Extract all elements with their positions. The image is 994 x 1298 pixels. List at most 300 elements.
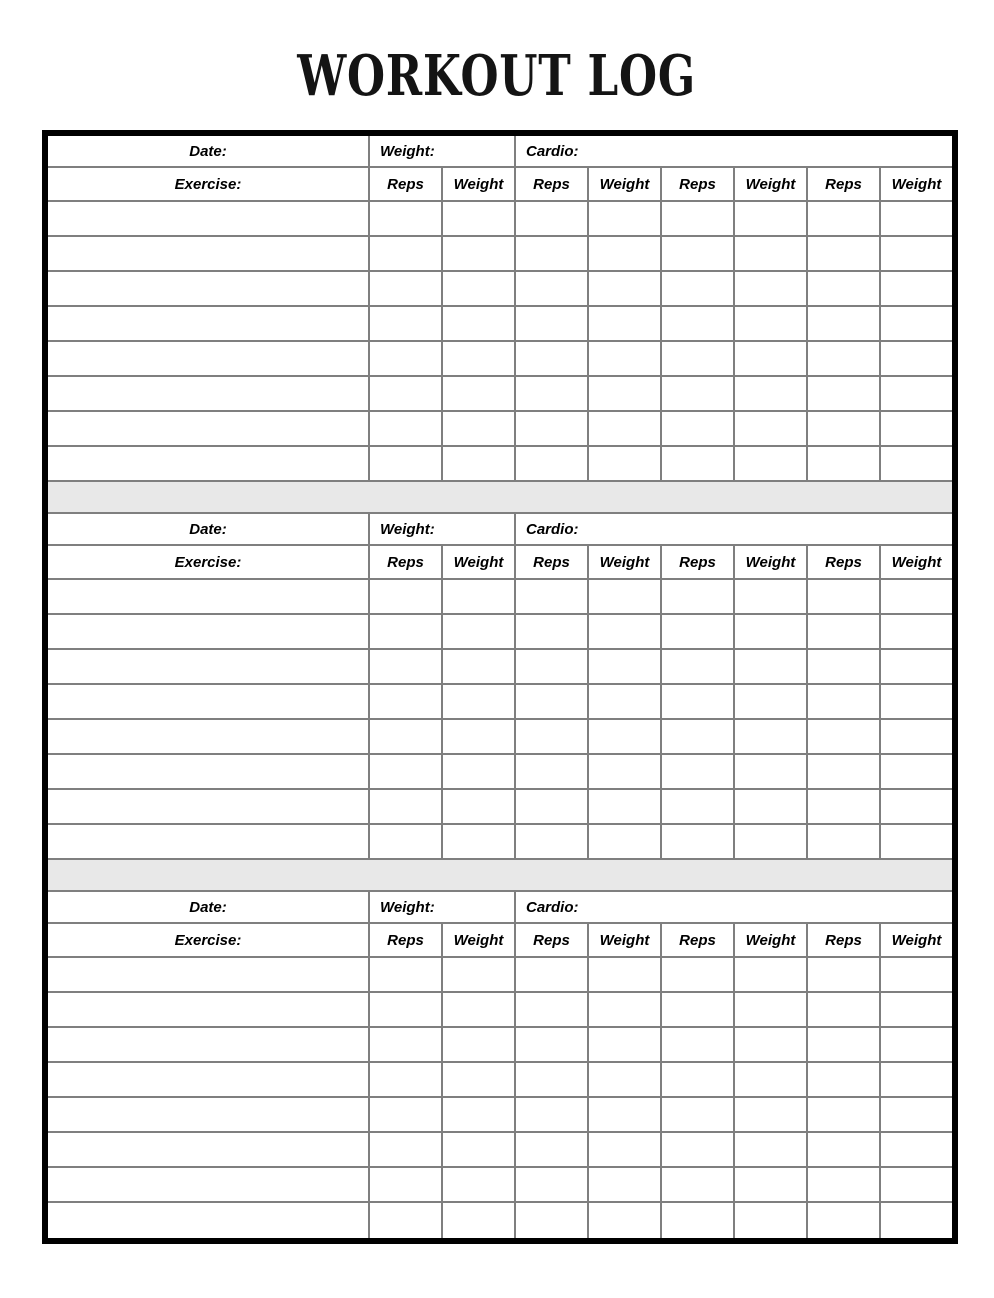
- weight-value-cell: [879, 958, 952, 991]
- exercise-name-cell: [48, 1133, 368, 1166]
- cardio-label: Cardio:: [526, 142, 579, 160]
- date-label: Date:: [189, 142, 227, 160]
- reps-value-cell: [806, 1063, 879, 1096]
- exercise-row: [48, 1063, 952, 1098]
- reps-value-cell: [660, 958, 733, 991]
- reps-value-cell: [368, 755, 441, 788]
- weight-header-label: Weight: [745, 931, 796, 949]
- weight-value-cell: [733, 825, 806, 858]
- weight-header-label: Weight: [891, 931, 942, 949]
- title-area: [0, 43, 994, 109]
- weight-value-cell: [733, 615, 806, 648]
- weight-value-cell: [587, 377, 660, 410]
- reps-value-cell: [660, 580, 733, 613]
- weight-header-cell: [441, 546, 514, 578]
- reps-value-cell: [806, 237, 879, 270]
- reps-value-cell: [660, 1168, 733, 1201]
- reps-value-cell: [514, 720, 587, 753]
- reps-value-cell: [514, 1133, 587, 1166]
- exercise-row: [48, 342, 952, 377]
- reps-value-cell: [514, 790, 587, 823]
- reps-value-cell: [660, 615, 733, 648]
- weight-value-cell: [733, 447, 806, 480]
- reps-value-cell: [660, 825, 733, 858]
- weight-value-cell: [441, 202, 514, 235]
- reps-value-cell: [660, 1203, 733, 1238]
- weight-value-cell: [441, 447, 514, 480]
- reps-value-cell: [514, 650, 587, 683]
- weight-header-cell: [733, 168, 806, 200]
- weight-header-cell: [879, 924, 952, 956]
- weight-value-cell: [879, 412, 952, 445]
- reps-value-cell: [514, 1098, 587, 1131]
- weight-value-cell: [733, 237, 806, 270]
- weight-header-label: Weight: [745, 175, 796, 193]
- exercise-header-label: Exercise:: [174, 175, 242, 193]
- exercise-row: [48, 447, 952, 482]
- reps-value-cell: [806, 685, 879, 718]
- reps-value-cell: [514, 307, 587, 340]
- date-cell: [48, 514, 368, 544]
- reps-header-label: Reps: [825, 553, 862, 571]
- reps-value-cell: [368, 615, 441, 648]
- reps-value-cell: [514, 958, 587, 991]
- reps-value-cell: [660, 1098, 733, 1131]
- weight-value-cell: [733, 1028, 806, 1061]
- reps-value-cell: [368, 1063, 441, 1096]
- exercise-name-cell: [48, 1203, 368, 1238]
- reps-value-cell: [806, 307, 879, 340]
- weight-header-label: Weight: [891, 553, 942, 571]
- reps-value-cell: [514, 412, 587, 445]
- weight-value-cell: [733, 1133, 806, 1166]
- weight-value-cell: [733, 958, 806, 991]
- weight-value-cell: [441, 342, 514, 375]
- exercise-row: [48, 272, 952, 307]
- reps-value-cell: [660, 412, 733, 445]
- weight-value-cell: [441, 580, 514, 613]
- weight-value-cell: [733, 685, 806, 718]
- weight-value-cell: [587, 1098, 660, 1131]
- reps-value-cell: [806, 580, 879, 613]
- exercise-header-label: Exercise:: [174, 931, 242, 949]
- exercise-name-cell: [48, 202, 368, 235]
- reps-value-cell: [806, 650, 879, 683]
- date-cell: [48, 892, 368, 922]
- reps-value-cell: [660, 307, 733, 340]
- weight-value-cell: [733, 1168, 806, 1201]
- weight-value-cell: [587, 958, 660, 991]
- workout-log-table: [42, 130, 958, 1244]
- weight-value-cell: [441, 237, 514, 270]
- weight-value-cell: [441, 1203, 514, 1238]
- weight-value-cell: [587, 412, 660, 445]
- bodyweight-label: Weight:: [380, 520, 435, 538]
- exercise-row: [48, 993, 952, 1028]
- reps-value-cell: [514, 202, 587, 235]
- weight-value-cell: [879, 1133, 952, 1166]
- weight-value-cell: [441, 1168, 514, 1201]
- workout-section-1: [48, 136, 952, 482]
- exercise-name-cell: [48, 993, 368, 1026]
- reps-value-cell: [368, 958, 441, 991]
- reps-value-cell: [514, 755, 587, 788]
- weight-value-cell: [441, 1133, 514, 1166]
- exercise-name-cell: [48, 1098, 368, 1131]
- exercise-name-cell: [48, 342, 368, 375]
- weight-value-cell: [587, 1063, 660, 1096]
- reps-value-cell: [368, 1168, 441, 1201]
- weight-value-cell: [879, 377, 952, 410]
- reps-value-cell: [514, 1203, 587, 1238]
- reps-header-label: Reps: [679, 553, 716, 571]
- reps-value-cell: [806, 755, 879, 788]
- weight-header-cell: [587, 168, 660, 200]
- section-divider: [48, 860, 952, 892]
- reps-header-cell: [368, 168, 441, 200]
- reps-value-cell: [660, 650, 733, 683]
- weight-value-cell: [587, 342, 660, 375]
- weight-value-cell: [879, 615, 952, 648]
- exercise-name-cell: [48, 958, 368, 991]
- weight-header-cell: [587, 546, 660, 578]
- weight-value-cell: [587, 307, 660, 340]
- weight-value-cell: [879, 447, 952, 480]
- weight-value-cell: [879, 580, 952, 613]
- reps-header-label: Reps: [387, 553, 424, 571]
- reps-value-cell: [368, 1098, 441, 1131]
- weight-value-cell: [441, 272, 514, 305]
- reps-value-cell: [514, 685, 587, 718]
- exercise-name-cell: [48, 237, 368, 270]
- reps-value-cell: [368, 993, 441, 1026]
- reps-header-cell: [514, 546, 587, 578]
- reps-header-label: Reps: [825, 175, 862, 193]
- bodyweight-cell: [368, 136, 514, 166]
- reps-header-cell: [806, 546, 879, 578]
- exercise-header-cell: [48, 924, 368, 956]
- weight-value-cell: [733, 755, 806, 788]
- reps-value-cell: [660, 237, 733, 270]
- weight-value-cell: [879, 720, 952, 753]
- reps-value-cell: [660, 720, 733, 753]
- bodyweight-cell: [368, 514, 514, 544]
- reps-value-cell: [660, 1028, 733, 1061]
- exercise-name-cell: [48, 307, 368, 340]
- weight-header-label: Weight: [453, 931, 504, 949]
- exercise-name-cell: [48, 1168, 368, 1201]
- weight-value-cell: [733, 307, 806, 340]
- reps-header-label: Reps: [533, 175, 570, 193]
- reps-header-cell: [514, 168, 587, 200]
- exercise-name-cell: [48, 1028, 368, 1061]
- cardio-cell: [514, 136, 952, 166]
- exercise-row: [48, 412, 952, 447]
- exercise-name-cell: [48, 825, 368, 858]
- section-header-row: [48, 136, 952, 168]
- weight-value-cell: [587, 650, 660, 683]
- exercise-name-cell: [48, 615, 368, 648]
- reps-value-cell: [806, 377, 879, 410]
- weight-value-cell: [441, 790, 514, 823]
- reps-header-cell: [806, 168, 879, 200]
- weight-value-cell: [587, 1168, 660, 1201]
- weight-header-cell: [441, 168, 514, 200]
- exercise-row: [48, 958, 952, 993]
- column-header-row: [48, 546, 952, 580]
- reps-value-cell: [806, 790, 879, 823]
- reps-value-cell: [514, 1168, 587, 1201]
- reps-header-cell: [660, 168, 733, 200]
- reps-value-cell: [368, 1133, 441, 1166]
- reps-value-cell: [368, 307, 441, 340]
- weight-value-cell: [441, 993, 514, 1026]
- exercise-row: [48, 237, 952, 272]
- weight-value-cell: [733, 202, 806, 235]
- reps-value-cell: [806, 272, 879, 305]
- reps-value-cell: [514, 377, 587, 410]
- weight-value-cell: [587, 1133, 660, 1166]
- weight-value-cell: [587, 1028, 660, 1061]
- reps-value-cell: [368, 1028, 441, 1061]
- weight-value-cell: [733, 377, 806, 410]
- reps-value-cell: [660, 755, 733, 788]
- reps-value-cell: [514, 237, 587, 270]
- reps-value-cell: [368, 790, 441, 823]
- bodyweight-label: Weight:: [380, 142, 435, 160]
- reps-header-label: Reps: [533, 931, 570, 949]
- weight-header-label: Weight: [599, 553, 650, 571]
- reps-value-cell: [368, 1203, 441, 1238]
- weight-value-cell: [441, 1063, 514, 1096]
- reps-header-label: Reps: [533, 553, 570, 571]
- reps-header-label: Reps: [825, 931, 862, 949]
- reps-value-cell: [806, 1098, 879, 1131]
- reps-value-cell: [660, 377, 733, 410]
- reps-header-label: Reps: [679, 931, 716, 949]
- exercise-row: [48, 1168, 952, 1203]
- weight-value-cell: [879, 1098, 952, 1131]
- cardio-cell: [514, 514, 952, 544]
- reps-value-cell: [514, 1063, 587, 1096]
- reps-value-cell: [368, 825, 441, 858]
- date-label: Date:: [189, 898, 227, 916]
- section-divider: [48, 482, 952, 514]
- weight-value-cell: [587, 272, 660, 305]
- exercise-name-cell: [48, 580, 368, 613]
- reps-header-cell: [368, 924, 441, 956]
- reps-value-cell: [368, 377, 441, 410]
- reps-value-cell: [806, 1133, 879, 1166]
- bodyweight-cell: [368, 892, 514, 922]
- exercise-row: [48, 790, 952, 825]
- reps-value-cell: [514, 447, 587, 480]
- weight-value-cell: [879, 307, 952, 340]
- weight-value-cell: [733, 342, 806, 375]
- weight-value-cell: [441, 685, 514, 718]
- reps-header-label: Reps: [679, 175, 716, 193]
- reps-value-cell: [660, 202, 733, 235]
- weight-value-cell: [441, 720, 514, 753]
- exercise-row: [48, 580, 952, 615]
- exercise-row: [48, 1028, 952, 1063]
- reps-value-cell: [806, 825, 879, 858]
- weight-value-cell: [733, 272, 806, 305]
- reps-value-cell: [368, 237, 441, 270]
- weight-header-label: Weight: [599, 931, 650, 949]
- reps-value-cell: [660, 993, 733, 1026]
- weight-value-cell: [879, 237, 952, 270]
- exercise-name-cell: [48, 412, 368, 445]
- weight-value-cell: [441, 958, 514, 991]
- reps-value-cell: [806, 342, 879, 375]
- weight-value-cell: [879, 1028, 952, 1061]
- weight-value-cell: [879, 685, 952, 718]
- weight-value-cell: [441, 615, 514, 648]
- weight-value-cell: [587, 580, 660, 613]
- reps-value-cell: [514, 825, 587, 858]
- workout-section-3: [48, 892, 952, 1238]
- weight-value-cell: [587, 1203, 660, 1238]
- weight-value-cell: [587, 720, 660, 753]
- reps-value-cell: [514, 1028, 587, 1061]
- column-header-row: [48, 168, 952, 202]
- page-title: WORKOUT LOG: [297, 43, 697, 109]
- weight-value-cell: [879, 1168, 952, 1201]
- weight-value-cell: [587, 237, 660, 270]
- weight-value-cell: [879, 272, 952, 305]
- weight-header-cell: [587, 924, 660, 956]
- exercise-row: [48, 615, 952, 650]
- reps-value-cell: [806, 1028, 879, 1061]
- bodyweight-label: Weight:: [380, 898, 435, 916]
- weight-value-cell: [733, 1098, 806, 1131]
- weight-value-cell: [587, 685, 660, 718]
- weight-value-cell: [733, 720, 806, 753]
- reps-value-cell: [368, 580, 441, 613]
- reps-value-cell: [514, 615, 587, 648]
- exercise-name-cell: [48, 720, 368, 753]
- weight-value-cell: [879, 650, 952, 683]
- exercise-name-cell: [48, 447, 368, 480]
- reps-value-cell: [806, 615, 879, 648]
- weight-value-cell: [441, 1098, 514, 1131]
- workout-section-2: [48, 514, 952, 860]
- weight-value-cell: [879, 1203, 952, 1238]
- reps-value-cell: [660, 447, 733, 480]
- reps-value-cell: [368, 342, 441, 375]
- exercise-name-cell: [48, 790, 368, 823]
- reps-value-cell: [368, 412, 441, 445]
- reps-value-cell: [368, 685, 441, 718]
- exercise-row: [48, 1203, 952, 1238]
- weight-value-cell: [441, 377, 514, 410]
- reps-value-cell: [660, 685, 733, 718]
- exercise-row: [48, 650, 952, 685]
- weight-value-cell: [441, 650, 514, 683]
- weight-value-cell: [441, 412, 514, 445]
- weight-header-label: Weight: [453, 553, 504, 571]
- weight-value-cell: [733, 650, 806, 683]
- reps-header-cell: [660, 546, 733, 578]
- column-header-row: [48, 924, 952, 958]
- exercise-row: [48, 377, 952, 412]
- weight-value-cell: [879, 993, 952, 1026]
- weight-header-cell: [441, 924, 514, 956]
- weight-header-label: Weight: [599, 175, 650, 193]
- cardio-label: Cardio:: [526, 520, 579, 538]
- exercise-row: [48, 825, 952, 860]
- reps-header-cell: [660, 924, 733, 956]
- weight-header-cell: [879, 168, 952, 200]
- weight-value-cell: [733, 1063, 806, 1096]
- cardio-cell: [514, 892, 952, 922]
- exercise-row: [48, 1133, 952, 1168]
- weight-value-cell: [733, 1203, 806, 1238]
- cardio-label: Cardio:: [526, 898, 579, 916]
- reps-value-cell: [660, 790, 733, 823]
- date-label: Date:: [189, 520, 227, 538]
- weight-value-cell: [879, 790, 952, 823]
- exercise-name-cell: [48, 377, 368, 410]
- reps-header-cell: [514, 924, 587, 956]
- weight-header-label: Weight: [891, 175, 942, 193]
- exercise-row: [48, 720, 952, 755]
- weight-value-cell: [879, 755, 952, 788]
- weight-value-cell: [733, 580, 806, 613]
- weight-value-cell: [587, 755, 660, 788]
- weight-value-cell: [587, 825, 660, 858]
- weight-value-cell: [879, 202, 952, 235]
- weight-header-cell: [879, 546, 952, 578]
- weight-header-cell: [733, 546, 806, 578]
- exercise-header-cell: [48, 168, 368, 200]
- reps-value-cell: [660, 1133, 733, 1166]
- exercise-name-cell: [48, 685, 368, 718]
- exercise-name-cell: [48, 1063, 368, 1096]
- reps-value-cell: [806, 1203, 879, 1238]
- reps-value-cell: [368, 720, 441, 753]
- reps-value-cell: [806, 720, 879, 753]
- exercise-name-cell: [48, 650, 368, 683]
- weight-header-label: Weight: [745, 553, 796, 571]
- exercise-row: [48, 685, 952, 720]
- exercise-name-cell: [48, 272, 368, 305]
- reps-value-cell: [514, 272, 587, 305]
- reps-header-cell: [368, 546, 441, 578]
- exercise-name-cell: [48, 755, 368, 788]
- date-cell: [48, 136, 368, 166]
- weight-value-cell: [587, 790, 660, 823]
- reps-value-cell: [660, 342, 733, 375]
- weight-header-label: Weight: [453, 175, 504, 193]
- weight-value-cell: [733, 790, 806, 823]
- reps-value-cell: [660, 272, 733, 305]
- weight-value-cell: [879, 342, 952, 375]
- weight-value-cell: [879, 1063, 952, 1096]
- reps-value-cell: [368, 272, 441, 305]
- reps-value-cell: [806, 1168, 879, 1201]
- reps-value-cell: [514, 993, 587, 1026]
- exercise-row: [48, 202, 952, 237]
- weight-value-cell: [587, 993, 660, 1026]
- reps-value-cell: [806, 993, 879, 1026]
- reps-header-label: Reps: [387, 175, 424, 193]
- section-header-row: [48, 892, 952, 924]
- exercise-row: [48, 307, 952, 342]
- exercise-row: [48, 755, 952, 790]
- reps-value-cell: [806, 202, 879, 235]
